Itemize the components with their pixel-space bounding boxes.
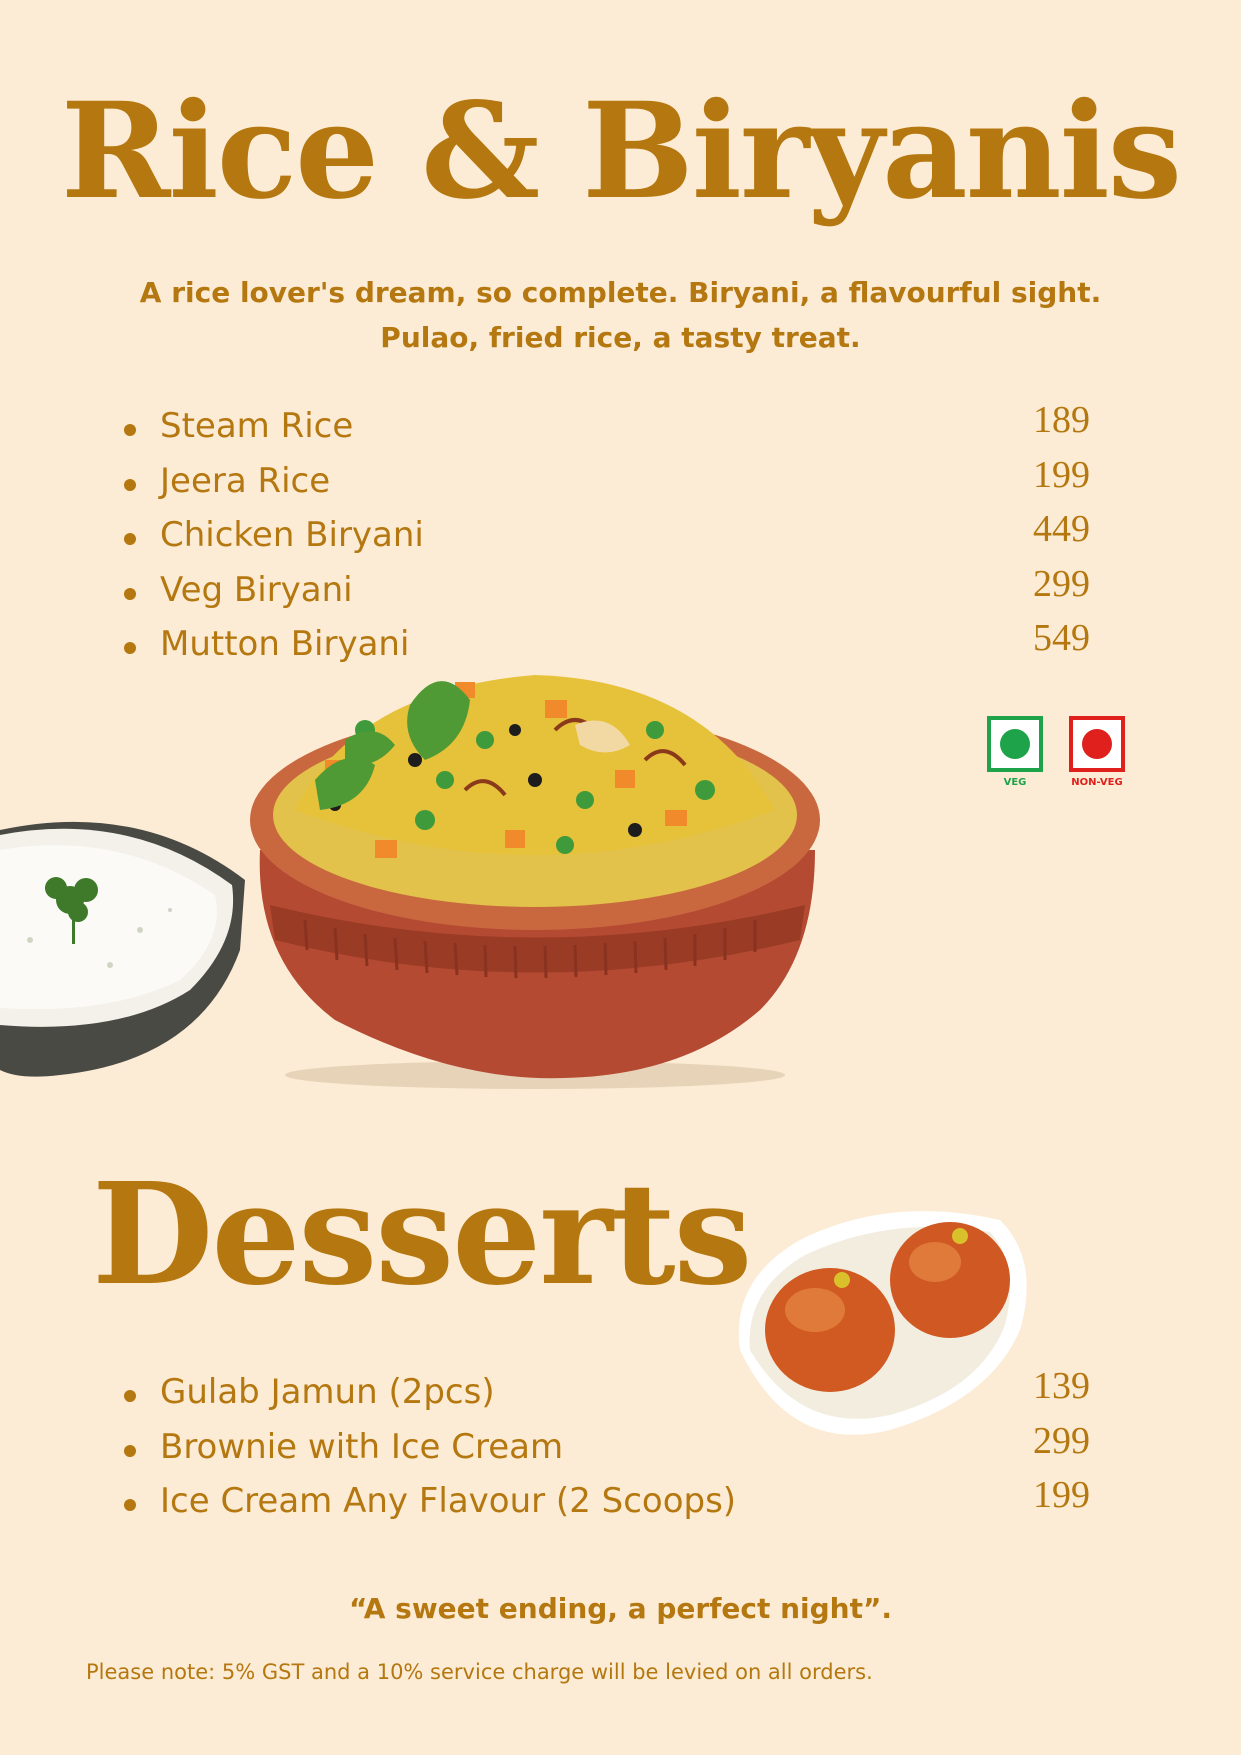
- bullet-icon: [124, 1445, 136, 1457]
- item-name: Steam Rice: [160, 406, 354, 446]
- raita-bowl-image: [0, 790, 260, 1090]
- item-price: 299: [1033, 562, 1090, 605]
- item-name: Veg Biryani: [160, 569, 353, 610]
- menu-item: [120, 1365, 1090, 1423]
- bullet-icon: [124, 424, 136, 436]
- bullet-icon: [124, 479, 136, 491]
- bullet-icon: [124, 1390, 136, 1402]
- rice-menu-list: [120, 399, 1090, 675]
- footer-note: Please note: 5% GST and a 10% service charge will be levied on all orders.: [86, 1660, 873, 1684]
- item-price: 299: [1033, 1419, 1090, 1462]
- item-price: 139: [1033, 1365, 1090, 1407]
- menu-item: [120, 562, 1090, 621]
- menu-item: [120, 1474, 1090, 1532]
- item-price: 189: [1033, 399, 1090, 441]
- rice-section-title: Rice & Biryanis: [60, 74, 1181, 229]
- item-name: Brownie with Ice Cream: [160, 1426, 564, 1467]
- item-name: Gulab Jamun (2pcs): [160, 1372, 495, 1412]
- bullet-icon: [124, 1499, 136, 1511]
- nonveg-label: NON-VEG: [1071, 777, 1123, 788]
- nonveg-icon: [1069, 716, 1125, 772]
- dessert-quote: “A sweet ending, a perfect night”.: [348, 1592, 893, 1625]
- menu-item: [120, 399, 1090, 457]
- dessert-menu-list: [120, 1365, 1090, 1532]
- item-name: Chicken Biryani: [160, 515, 424, 555]
- menu-item: [120, 508, 1090, 566]
- bullet-icon: [124, 533, 136, 545]
- veg-label: VEG: [1003, 777, 1027, 788]
- item-price: 449: [1033, 508, 1090, 550]
- rice-tagline-line2: Pulao, fried rice, a tasty treat.: [380, 321, 861, 354]
- item-name: Ice Cream Any Flavour (2 Scoops): [160, 1481, 737, 1521]
- bullet-icon: [124, 642, 136, 654]
- item-price: 199: [1033, 1474, 1090, 1516]
- menu-item: [120, 617, 1090, 675]
- nonveg-indicator: [1061, 716, 1133, 788]
- bullet-icon: [124, 588, 136, 600]
- menu-item: [120, 453, 1090, 512]
- menu-item: [120, 1419, 1090, 1478]
- item-price: 549: [1033, 617, 1090, 659]
- item-name: Mutton Biryani: [160, 624, 410, 664]
- rice-tagline-line1: A rice lover's dream, so complete. Biryani, a flavourful sight.: [139, 276, 1102, 309]
- biryani-pot-image: [235, 670, 865, 1090]
- item-price: 199: [1033, 453, 1090, 496]
- item-name: Jeera Rice: [160, 460, 331, 501]
- veg-icon: [987, 716, 1043, 772]
- dessert-section-title: Desserts: [92, 1153, 751, 1317]
- veg-indicator: [984, 716, 1046, 788]
